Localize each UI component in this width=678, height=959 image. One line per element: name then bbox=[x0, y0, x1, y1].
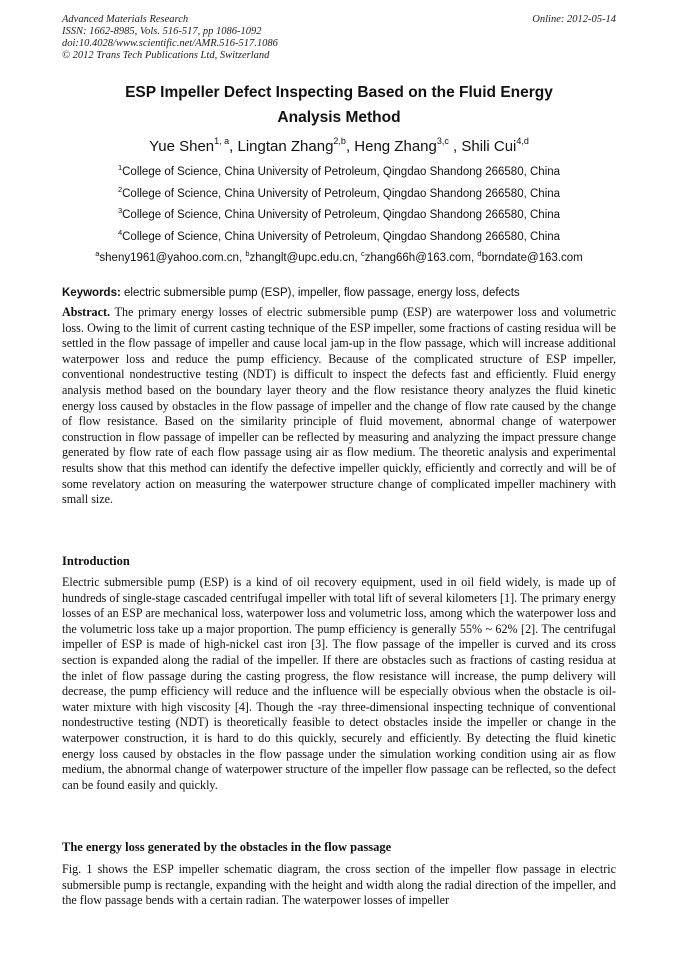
email-sup: c bbox=[360, 249, 365, 258]
author-list bbox=[62, 137, 616, 157]
email-sep: , bbox=[238, 252, 246, 264]
email-sup: a bbox=[95, 249, 100, 258]
energy-loss-heading: The energy loss generated by the obstacles in the flow passage bbox=[62, 840, 392, 854]
keywords-label: Keywords: bbox=[62, 287, 121, 299]
author-sep: , bbox=[345, 138, 355, 155]
author-name: Yue Shen bbox=[149, 138, 215, 155]
journal-name: Advanced Materials Research bbox=[62, 14, 189, 25]
journal-header bbox=[62, 14, 616, 62]
author-sup: 4,d bbox=[516, 136, 529, 146]
email-sep: , bbox=[354, 252, 361, 264]
paper-title bbox=[62, 80, 616, 130]
copyright-line: © 2012 Trans Tech Publications Ltd, Switzerland bbox=[62, 50, 270, 61]
energy-loss-text: Fig. 1 shows the ESP impeller schematic diagram, the cross section of the impeller flow passage in electric submersible pump is rectangle, expanding with the height and width along the radial direction of the impeller, and the flow passage bends with a certain radian. The waterpower losses of impeller bbox=[62, 862, 616, 908]
affiliation-text: College of Science, China University of Petroleum, Qingdao Shandong 266580, China bbox=[122, 230, 561, 243]
author-name: Lingtan Zhang bbox=[237, 138, 334, 155]
affiliation-4 bbox=[62, 227, 616, 249]
author-name: Shili Cui bbox=[461, 138, 517, 155]
email-address[interactable]: sheny1961@yahoo.com.cn bbox=[99, 252, 239, 264]
abstract bbox=[62, 305, 616, 508]
issn-line: ISSN: 1662-8985, Vols. 516-517, pp 1086-1092 bbox=[62, 26, 262, 37]
affiliation-sup: 4 bbox=[117, 227, 123, 237]
email-sup: d bbox=[477, 249, 482, 258]
email-address[interactable]: zhanglt@upc.edu.cn bbox=[249, 252, 355, 264]
author-sup: 3,c bbox=[436, 136, 449, 146]
affiliation-text: College of Science, China University of Petroleum, Qingdao Shandong 266580, China bbox=[122, 166, 561, 178]
introduction-text: Electric submersible pump (ESP) is a kind of oil recovery equipment, used in oil field widely, is made up of hundreds of single-stage cascaded centrifugal impeller with total lift of several kilometers [1]. The primary energy losses of an ESP are mechanical loss, waterpower loss and volumetric loss, among which the waterpower loss and the volumetric loss take up a major proportion. The pump efficiency is generally 55% ~ 62% [2]. The centrifugal impeller of ESP is made of high-nickel cast iron [3]. The flow passage of the impeller is curved and its cross section is expanded along the radial of the impeller. If there are obstacles such as fractions of casting residua at the inlet of flow passage during the casting progress, the flow resistance will increase, the pump delivery will decrease, the pump efficiency will reduce and the influence will be especially obvious when the obstacle is oil-water mixture with high viscosity [4]. Though the -ray three-dimensional inspecting technique of conventional nondestructive testing (NDT) is theoretically feasible to detect obstacles inside the impeller or change in the waterpower construction, it is hard to do this quickly, securely and efficiently. By detecting the fluid kinetic energy loss caused by obstacles in the flow passage under the simulation working condition using air as flow medium, the abnormal change of waterpower structure of the impeller flow passage can be reflected, so the defect can be found easily and quickly. bbox=[62, 575, 616, 792]
email-address[interactable]: borndate@163.com bbox=[481, 252, 583, 264]
introduction-heading: Introduction bbox=[62, 554, 130, 568]
keywords-text: electric submersible pump (ESP), impeller, flow passage, energy loss, defects bbox=[120, 287, 520, 299]
affiliation-sup: 3 bbox=[117, 206, 123, 215]
affiliation-3 bbox=[62, 205, 616, 227]
email-address[interactable]: zhang66h@163.com bbox=[364, 252, 471, 264]
email-list bbox=[62, 248, 616, 270]
doi-line: doi:10.4028/www.scientific.net/AMR.516-517.1086 bbox=[62, 38, 278, 49]
abstract-label: Abstract. bbox=[62, 305, 111, 319]
author-sep: , bbox=[229, 138, 238, 155]
affiliation-list bbox=[62, 162, 616, 270]
author-sup: 1, a bbox=[214, 136, 230, 146]
keywords bbox=[62, 285, 616, 301]
title-line-1: ESP Impeller Defect Inspecting Based on the Fluid Energy bbox=[125, 84, 553, 101]
abstract-text: The primary energy losses of electric submersible pump (ESP) are waterpower loss and volumetric loss. Owing to the limit of current casting technique of the ESP impeller, some fractions of casting residua will be settled in the flow passage of impeller and cause local jam-up in the flow passage, which will increase additional waterpower loss and reduce the pump efficiency. Because of the complicated structure of ESP impeller, conventional nondestructive testing (NDT) is difficult to inspect the defects fast and efficiently. Fluid energy analysis method based on the boundary layer theory and the flow resistance theory analyzes the fluid kinetic energy loss caused by obstacles in the flow passage of impeller and the change of flow rate caused by the change of flow resistance. Based on the similarity principle of fluid movement, abnormal change of waterpower construction in flow passage of impeller can be reflected by measuring and analyzing the impact pressure change generated by flow rate of each flow passage using air as flow medium. The theoretic analysis and experimental results show that this method can identify the defective impeller quickly, efficiently and correctly and will be of some revelatory action on measuring the waterpower structure change of complicated impeller machinery with small size. bbox=[62, 305, 616, 507]
title-line-2: Analysis Method bbox=[277, 109, 401, 126]
affiliation-sup: 2 bbox=[117, 184, 123, 194]
online-date: Online: 2012-05-14 bbox=[532, 14, 616, 25]
email-sup: b bbox=[245, 249, 250, 258]
affiliation-text: College of Science, China University of Petroleum, Qingdao Shandong 266580, China bbox=[122, 209, 561, 221]
author-sep: , bbox=[448, 138, 462, 155]
author-name: Heng Zhang bbox=[354, 138, 437, 155]
author-sup: 2,b bbox=[333, 136, 346, 146]
email-sep: , bbox=[471, 252, 478, 264]
affiliation-sup: 1 bbox=[117, 163, 123, 172]
affiliation-2 bbox=[62, 184, 616, 206]
affiliation-text: College of Science, China University of Petroleum, Qingdao Shandong 266580, China bbox=[122, 187, 561, 200]
affiliation-1 bbox=[62, 162, 616, 184]
